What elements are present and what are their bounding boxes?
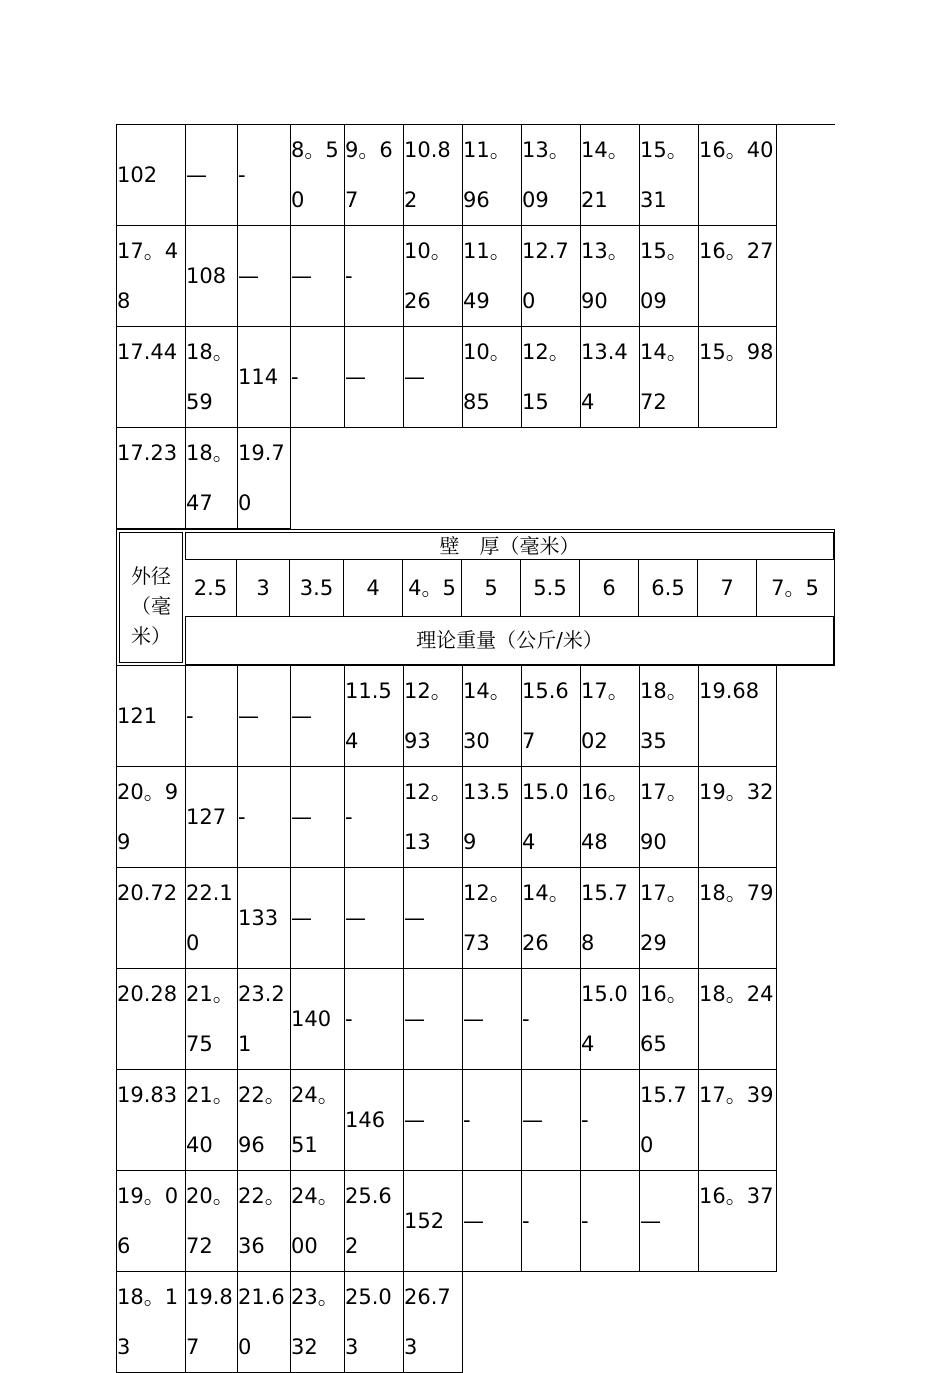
weight-cell: 17。29 (640, 868, 699, 969)
outer-diameter-cell: 152 (404, 1171, 463, 1272)
thickness-header-cell: 6.5 (639, 560, 698, 616)
thickness-header-cell: 2.5 (185, 560, 237, 616)
empty-cell: — (291, 868, 345, 969)
outer-diameter-cell: 121 (117, 666, 186, 767)
weight-cell: 12.70 (522, 226, 581, 327)
weight-cell: 15。09 (640, 226, 699, 327)
weight-cell: 20.72 (117, 868, 186, 969)
weight-cell: 17。90 (640, 767, 699, 868)
weight-cell: 10。26 (404, 226, 463, 327)
weight-cell: 16。27 (699, 226, 777, 327)
weight-cell: 15.04 (581, 969, 640, 1070)
weight-cell: 25.03 (345, 1272, 404, 1373)
empty-cell: — (404, 969, 463, 1070)
weight-cell: 16。40 (699, 125, 777, 226)
weight-cell: 24。00 (291, 1171, 345, 1272)
weight-cell: 17.23 (117, 428, 186, 529)
weight-cell: 14。26 (522, 868, 581, 969)
thickness-header-cell: 3 (237, 560, 290, 616)
weight-cell: 18。47 (186, 428, 238, 529)
weight-cell: 16。37 (699, 1171, 777, 1272)
weight-cell: 16。48 (581, 767, 640, 868)
weight-cell: 15。31 (640, 125, 699, 226)
empty-cell: — (238, 666, 291, 767)
weight-cell: 18。59 (186, 327, 238, 428)
weight-cell: 13。09 (522, 125, 581, 226)
weight-cell: 18。79 (699, 868, 777, 969)
empty-cell: — (291, 767, 345, 868)
weight-cell: 13.44 (581, 327, 640, 428)
weight-cell: 19。06 (117, 1171, 186, 1272)
outer-diameter-header (119, 532, 183, 663)
empty-cell: - (238, 767, 291, 868)
weight-cell: 11.54 (345, 666, 404, 767)
weight-cell: 13.59 (463, 767, 522, 868)
steel-pipe-weight-table (116, 124, 835, 1373)
empty-cell: - (186, 666, 238, 767)
theoretical-weight-title: 理论重量（公斤/米） (185, 616, 834, 665)
thickness-header-cell: 5 (462, 560, 521, 616)
weight-cell: 14。21 (581, 125, 640, 226)
weight-cell: 17。02 (581, 666, 640, 767)
weight-cell: 12。15 (522, 327, 581, 428)
weight-cell: 12。13 (404, 767, 463, 868)
empty-cell: — (404, 327, 463, 428)
od-label-line1: 外径 (131, 564, 171, 588)
weight-cell: 24。51 (291, 1070, 345, 1171)
table-top-section (116, 124, 835, 529)
empty-cell: — (463, 1171, 522, 1272)
weight-cell: 23.21 (238, 969, 291, 1070)
weight-cell: 10.82 (404, 125, 463, 226)
weight-cell: 19.68 (699, 666, 777, 767)
outer-diameter-cell: 140 (291, 969, 345, 1070)
weight-cell: 22.10 (186, 868, 238, 969)
outer-diameter-cell: 108 (186, 226, 238, 327)
empty-cell: — (345, 327, 404, 428)
weight-cell: 20.28 (117, 969, 186, 1070)
weight-cell: 12。93 (404, 666, 463, 767)
weight-cell: 17。39 (699, 1070, 777, 1171)
outer-diameter-cell: 102 (117, 125, 186, 226)
empty-cell: — (186, 125, 238, 226)
weight-cell: 17。48 (117, 226, 186, 327)
weight-cell: 18。13 (117, 1272, 186, 1373)
weight-cell: 18。35 (640, 666, 699, 767)
weight-cell: 17.44 (117, 327, 186, 428)
outer-diameter-cell: 146 (345, 1070, 404, 1171)
weight-cell: 13。90 (581, 226, 640, 327)
weight-cell: 23。32 (291, 1272, 345, 1373)
table-header (116, 529, 835, 666)
weight-cell: 26.73 (404, 1272, 463, 1373)
weight-cell: 15。98 (699, 327, 777, 428)
thickness-header-cell: 5.5 (521, 560, 580, 616)
wall-thickness-title: 壁 厚（毫米） (185, 532, 834, 560)
empty-cell: - (581, 1070, 640, 1171)
empty-cell: — (345, 868, 404, 969)
weight-cell: 8。50 (291, 125, 345, 226)
weight-cell: 25.62 (345, 1171, 404, 1272)
weight-cell: 11。96 (463, 125, 522, 226)
empty-cell: - (522, 969, 581, 1070)
weight-cell: 19。32 (699, 767, 777, 868)
weight-cell: 12。73 (463, 868, 522, 969)
empty-cell: — (291, 666, 345, 767)
empty-cell: — (238, 226, 291, 327)
weight-cell: 9。67 (345, 125, 404, 226)
weight-cell: 21。40 (186, 1070, 238, 1171)
weight-cell: 11。49 (463, 226, 522, 327)
empty-cell: - (345, 226, 404, 327)
thickness-values-row (185, 560, 834, 616)
weight-cell: 21。75 (186, 969, 238, 1070)
thickness-header-cell: 4 (344, 560, 403, 616)
empty-cell: — (291, 226, 345, 327)
header-block (116, 529, 835, 666)
empty-cell: - (345, 767, 404, 868)
weight-cell: 14。72 (640, 327, 699, 428)
weight-cell: 22。36 (238, 1171, 291, 1272)
outer-diameter-cell: 114 (238, 327, 291, 428)
weight-cell: 15.67 (522, 666, 581, 767)
weight-cell: 15.70 (640, 1070, 699, 1171)
thickness-header-cell: 7 (698, 560, 757, 616)
thickness-header-cell: 3.5 (290, 560, 344, 616)
empty-cell: - (238, 125, 291, 226)
weight-cell: 20。99 (117, 767, 186, 868)
empty-cell: - (522, 1171, 581, 1272)
empty-cell: — (522, 1070, 581, 1171)
weight-cell: 20。72 (186, 1171, 238, 1272)
weight-cell: 15.04 (522, 767, 581, 868)
empty-cell: - (345, 969, 404, 1070)
outer-diameter-cell: 133 (238, 868, 291, 969)
empty-cell: — (463, 969, 522, 1070)
weight-cell: 16。65 (640, 969, 699, 1070)
thickness-header-cell: 4。5 (403, 560, 462, 616)
weight-cell: 10。85 (463, 327, 522, 428)
weight-cell: 22。96 (238, 1070, 291, 1171)
weight-cell: 19.70 (238, 428, 291, 529)
weight-cell: 19.83 (117, 1070, 186, 1171)
weight-cell: 19.87 (186, 1272, 238, 1373)
thickness-header-cell: 7。5 (771, 576, 819, 600)
od-label-line2: （毫米） (131, 594, 171, 648)
weight-cell: 15.78 (581, 868, 640, 969)
empty-cell: — (404, 868, 463, 969)
empty-cell: - (463, 1070, 522, 1171)
weight-cell: 14。30 (463, 666, 522, 767)
weight-cell: 18。24 (699, 969, 777, 1070)
empty-cell: - (291, 327, 345, 428)
weight-cell: 21.60 (238, 1272, 291, 1373)
empty-cell: — (640, 1171, 699, 1272)
table-bottom-section (116, 666, 835, 1373)
empty-cell: — (404, 1070, 463, 1171)
thickness-header-cell: 6 (580, 560, 639, 616)
outer-diameter-cell: 127 (186, 767, 238, 868)
empty-cell: - (581, 1171, 640, 1272)
